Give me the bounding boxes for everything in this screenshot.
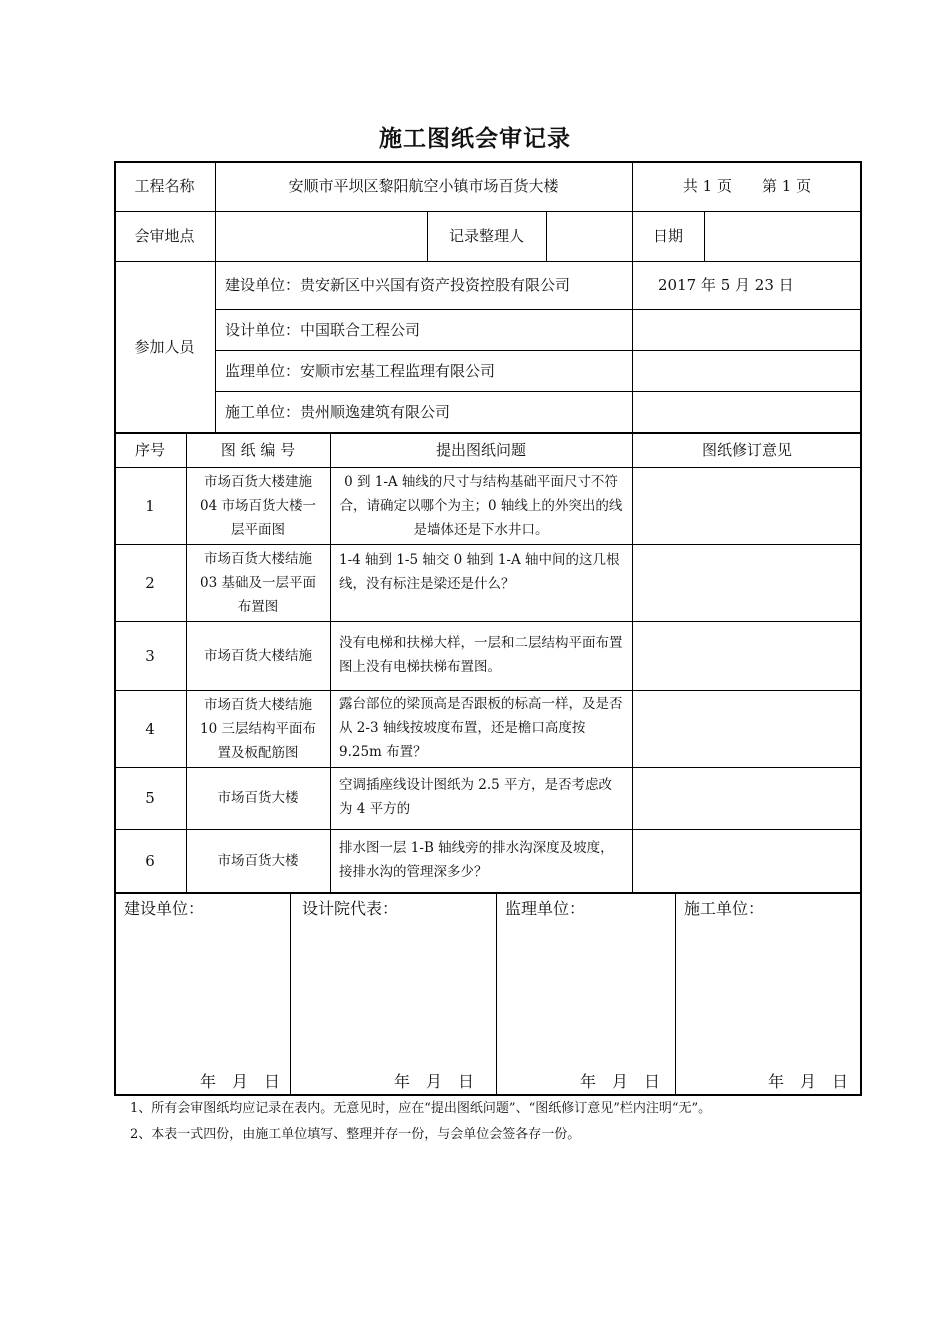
project-name-label: 工程名称 — [134, 177, 195, 195]
row-2-seq: 2 — [145, 573, 155, 592]
page-count: 共 1 页 第 1 页 — [682, 177, 812, 195]
header-drawing: 图 纸 编 号 — [220, 440, 296, 459]
row-1-seq: 1 — [145, 496, 155, 515]
header-seq: 序号 — [134, 440, 165, 459]
row-1-issue: 0 到 1-A 轴线的尺寸与结构基础平面尺寸不符合，请确定以哪个为主；0 轴线上的外突出的线是墙体还是下水井口。 — [339, 473, 623, 538]
row-3-revision — [632, 621, 862, 690]
project-name-value: 安顺市平坝区黎阳航空小镇市场百货大楼 — [288, 177, 559, 195]
date-value — [704, 211, 862, 261]
row-divider — [114, 892, 862, 894]
page-title: 施工图纸会审记录 — [379, 125, 571, 152]
row-4-issue: 露台部位的梁顶高是否跟板的标高一样，及是否从 2-3 轴线按坡度布置，还是檐口高度按 9.25m 布置？ — [339, 696, 623, 760]
row-6-revision — [632, 829, 862, 892]
column-divider — [675, 892, 676, 1096]
signature-designer-date: 年 月 日 — [394, 1072, 475, 1091]
location-value — [215, 211, 427, 261]
signature-supervisor-date: 年 月 日 — [580, 1072, 661, 1091]
row-5-issue: 空调插座线设计图纸为 2.5 平方，是否考虑改为 4 平方的 — [339, 777, 613, 817]
row-5-drawing: 市场百货大楼 — [217, 790, 299, 806]
row-6-seq: 6 — [145, 851, 155, 870]
participant-contractor: 施工单位：贵州顺逸建筑有限公司 — [225, 402, 451, 421]
row-5-seq: 5 — [145, 789, 155, 807]
note-2: 2、本表一式四份，由施工单位填写、整理并存一份，与会单位会签各存一份。 — [130, 1127, 581, 1142]
row-5-revision — [632, 767, 862, 829]
row-3-drawing: 市场百货大楼结施 — [204, 647, 312, 664]
header-revision: 图纸修订意见 — [701, 440, 792, 459]
row-2-issue: 1-4 轴到 1-5 轴交 0 轴到 1-A 轴中间的这几根线，没有标注是梁还是什么？ — [339, 552, 620, 592]
signature-owner-label: 建设单位： — [124, 899, 205, 918]
row-4-seq: 4 — [145, 719, 155, 738]
column-divider — [290, 892, 291, 1096]
signature-contractor-label: 施工单位： — [684, 899, 765, 918]
row-3-issue: 没有电梯和扶梯大样，一层和二层结构平面布置图上没有电梯扶梯布置图。 — [339, 635, 623, 675]
row-6-issue: 排水图一层 1-B 轴线旁的排水沟深度及坡度，接排水沟的管理深多少？ — [339, 840, 614, 880]
signature-designer-label: 设计院代表： — [302, 899, 399, 918]
row-1-revision — [632, 467, 862, 544]
signature-owner-date: 年 月 日 — [200, 1072, 281, 1091]
participant-owner: 建设单位：贵安新区中兴国有资产投资控股有限公司 — [225, 276, 571, 294]
meeting-date: 2017 年 5 月 23 日 — [658, 276, 794, 294]
participant-supervisor: 监理单位：安顺市宏基工程监理有限公司 — [225, 361, 496, 380]
participant-designer: 设计单位：中国联合工程公司 — [225, 320, 421, 339]
participants-label: 参加人员 — [134, 337, 195, 356]
row-4-revision — [632, 690, 862, 767]
date-label: 日期 — [652, 227, 683, 245]
note-1: 1、所有会审图纸均应记录在表内。无意见时，应在“提出图纸问题”、“图纸修订意见”栏内注明“无”。 — [130, 1101, 712, 1116]
row-6-drawing: 市场百货大楼 — [217, 852, 299, 869]
header-issue: 提出图纸问题 — [435, 440, 526, 459]
row-2-drawing: 市场百货大楼结施03 基础及一层平面布置图 — [200, 550, 316, 615]
column-divider — [496, 892, 497, 1096]
recorder-value — [546, 211, 632, 261]
row-4-drawing: 市场百货大楼结施10 三层结构平面布置及板配筋图 — [200, 696, 316, 761]
row-1-drawing: 市场百货大楼建施04 市场百货大楼一层平面图 — [200, 473, 316, 538]
row-3-seq: 3 — [145, 646, 155, 665]
row-2-revision — [632, 544, 862, 621]
signature-supervisor-label: 监理单位： — [505, 899, 586, 918]
signature-contractor-date: 年 月 日 — [768, 1072, 849, 1091]
recorder-label: 记录整理人 — [448, 227, 524, 245]
location-label: 会审地点 — [134, 227, 195, 245]
